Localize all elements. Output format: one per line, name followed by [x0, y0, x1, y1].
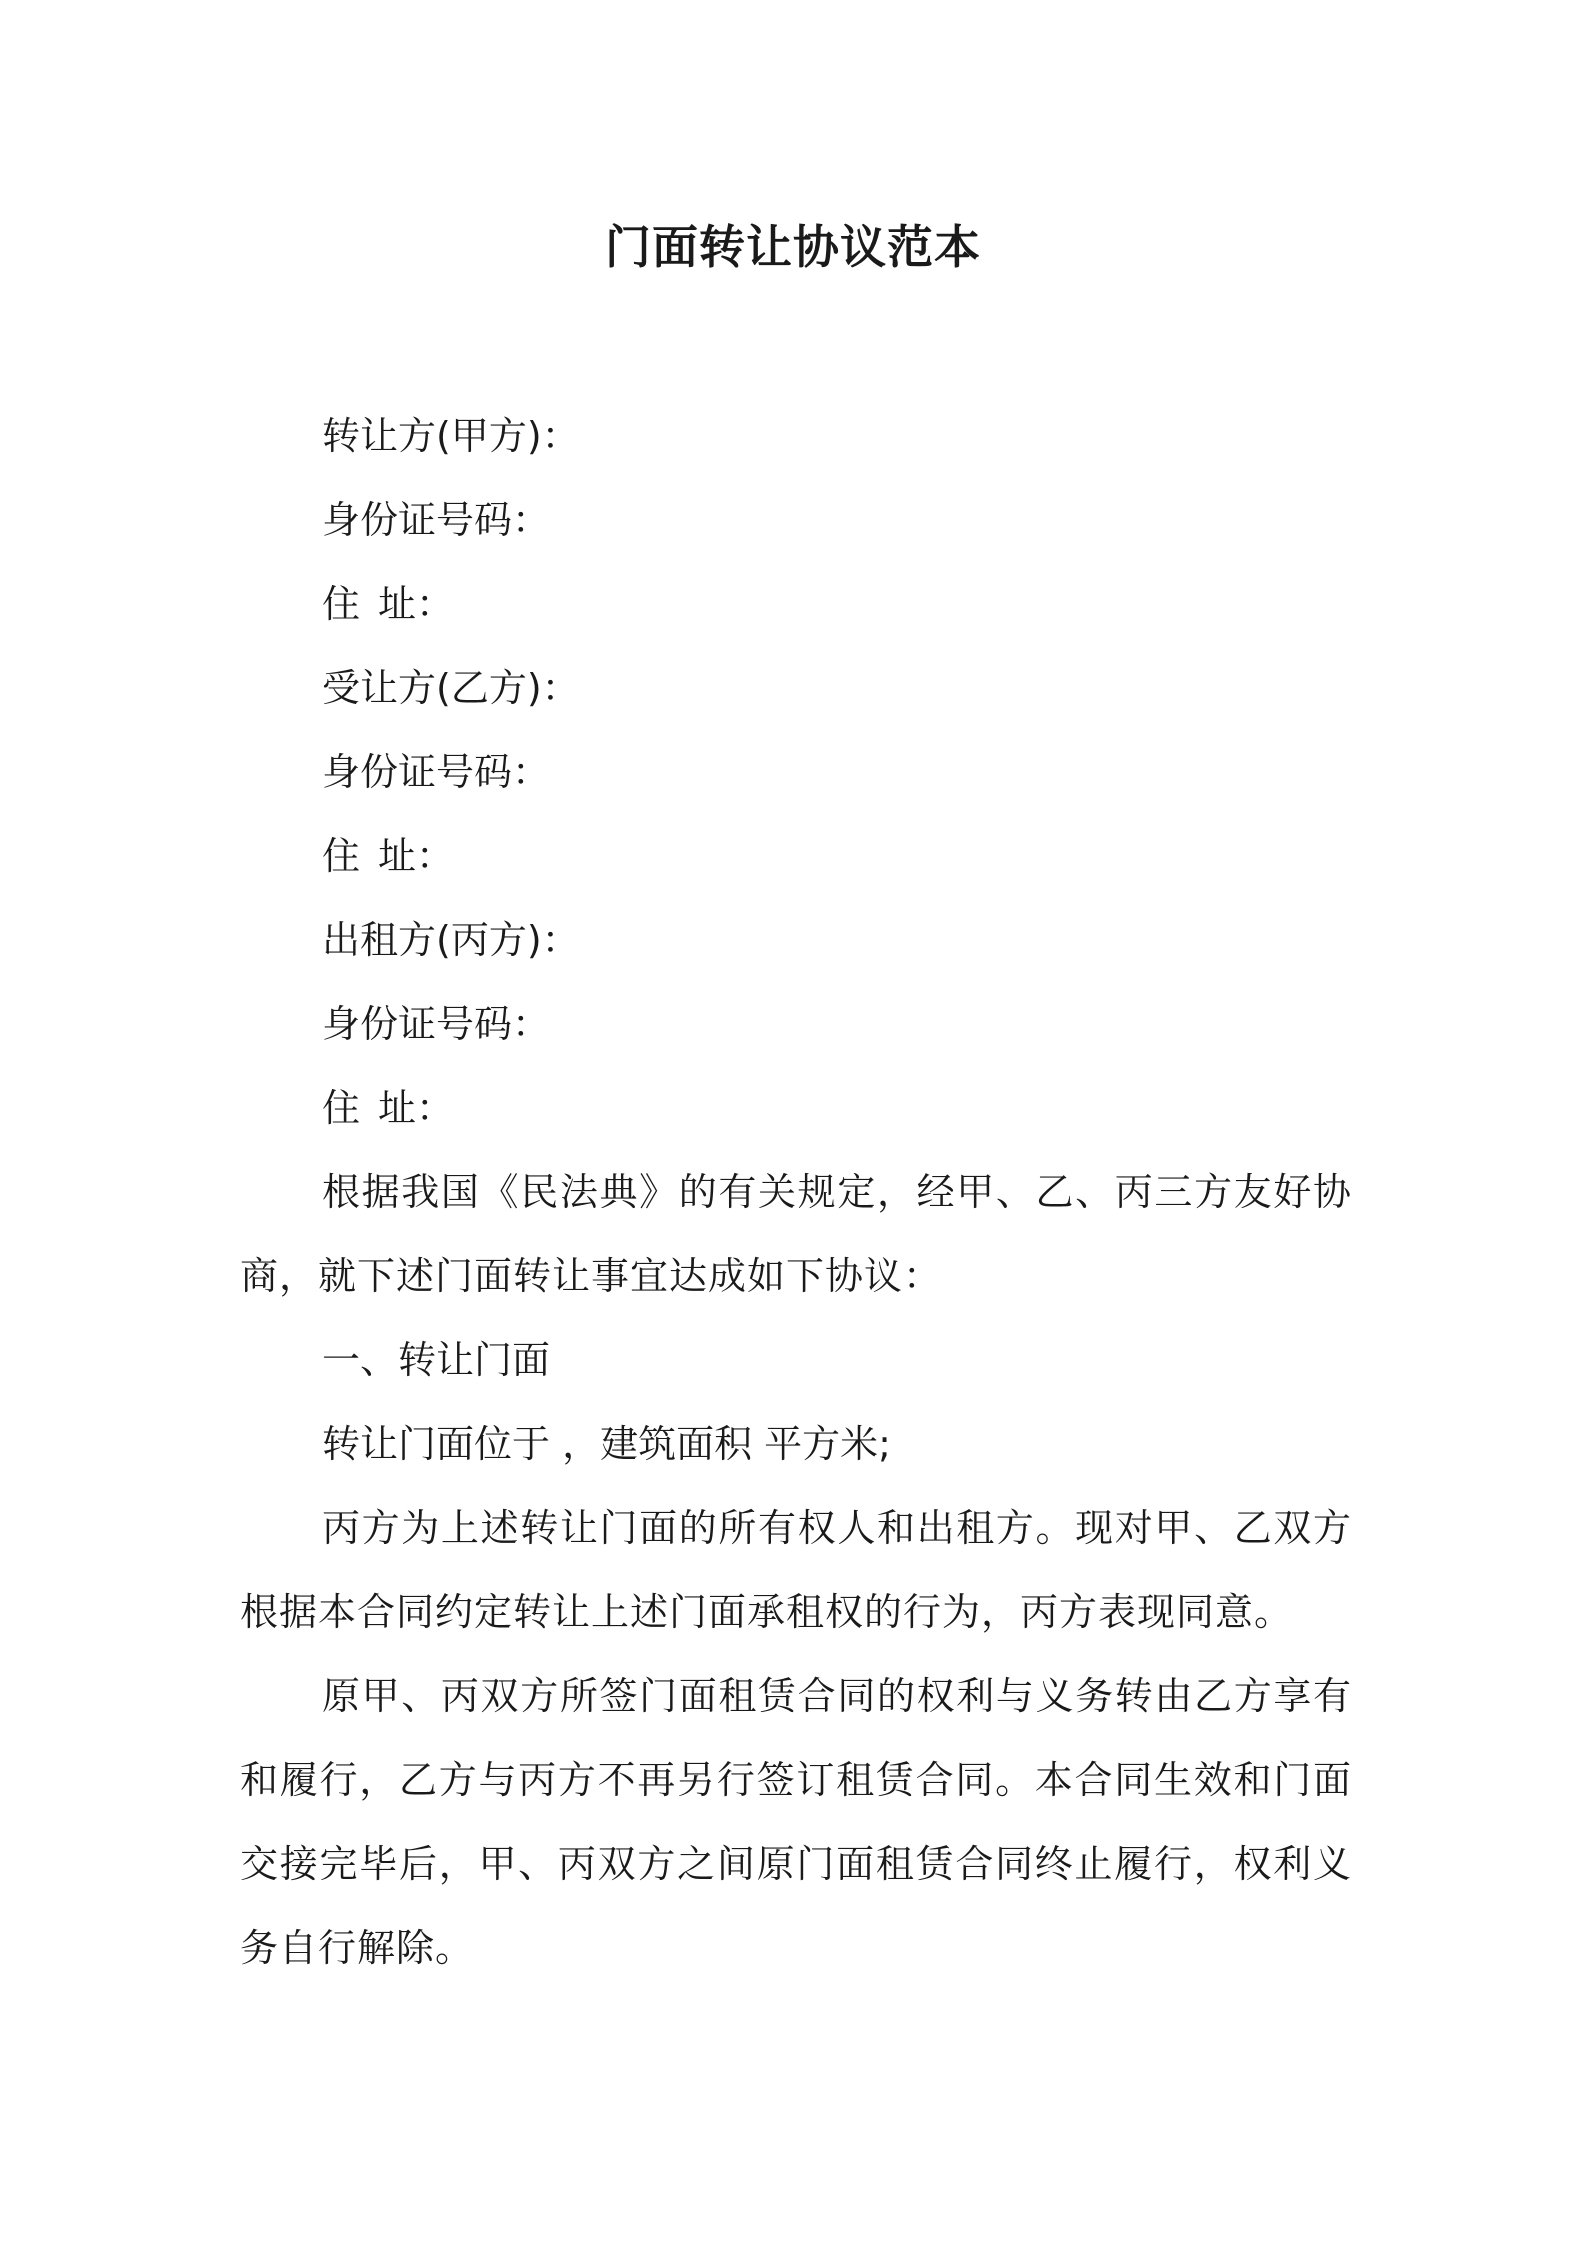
address-label-part-2: 址： [378, 1086, 455, 1130]
party-c-role-label: 出租方(丙方)： [322, 918, 580, 962]
section-1-heading: 一、转让门面 [322, 1338, 551, 1382]
address-label-part-2: 址： [378, 834, 455, 878]
section-1-paragraph-1: 丙方为上述转让门面的所有权人和出租方。现对甲、乙双方根据本合同约定转让上述门面承租权的行为，丙方表现同意。 [240, 1506, 1352, 1634]
document-title: 门面转让协议范本 [605, 220, 981, 274]
address-label-part-1: 住 [322, 582, 361, 626]
party-a-address-label [322, 576, 454, 632]
address-label-part-1: 住 [322, 1086, 361, 1130]
party-c-address-label [322, 1080, 454, 1136]
party-a-id-label: 身份证号码： [322, 498, 551, 542]
preamble-paragraph: 根据我国《民法典》的有关规定，经甲、乙、丙三方友好协商，就下述门面转让事宜达成如下协议： [240, 1170, 1352, 1298]
party-c-id-label: 身份证号码： [322, 1002, 551, 1046]
address-label-part-2: 址： [378, 582, 455, 626]
party-b-id-label: 身份证号码： [322, 750, 551, 794]
party-a-role-label: 转让方(甲方)： [322, 414, 580, 458]
party-b-address-label [322, 828, 454, 884]
section-1-paragraph-2: 原甲、丙双方所签门面租赁合同的权利与义务转由乙方享有和履行，乙方与丙方不再另行签订租赁合同。本合同生效和门面交接完毕后，甲、丙双方之间原门面租赁合同终止履行，权利义务自行解除。 [240, 1674, 1352, 1970]
party-b-role-label: 受让方(乙方)： [322, 666, 580, 710]
address-label-part-1: 住 [322, 834, 361, 878]
section-1-location-line: 转让门面位于 ，建筑面积 平方米; [322, 1422, 891, 1466]
